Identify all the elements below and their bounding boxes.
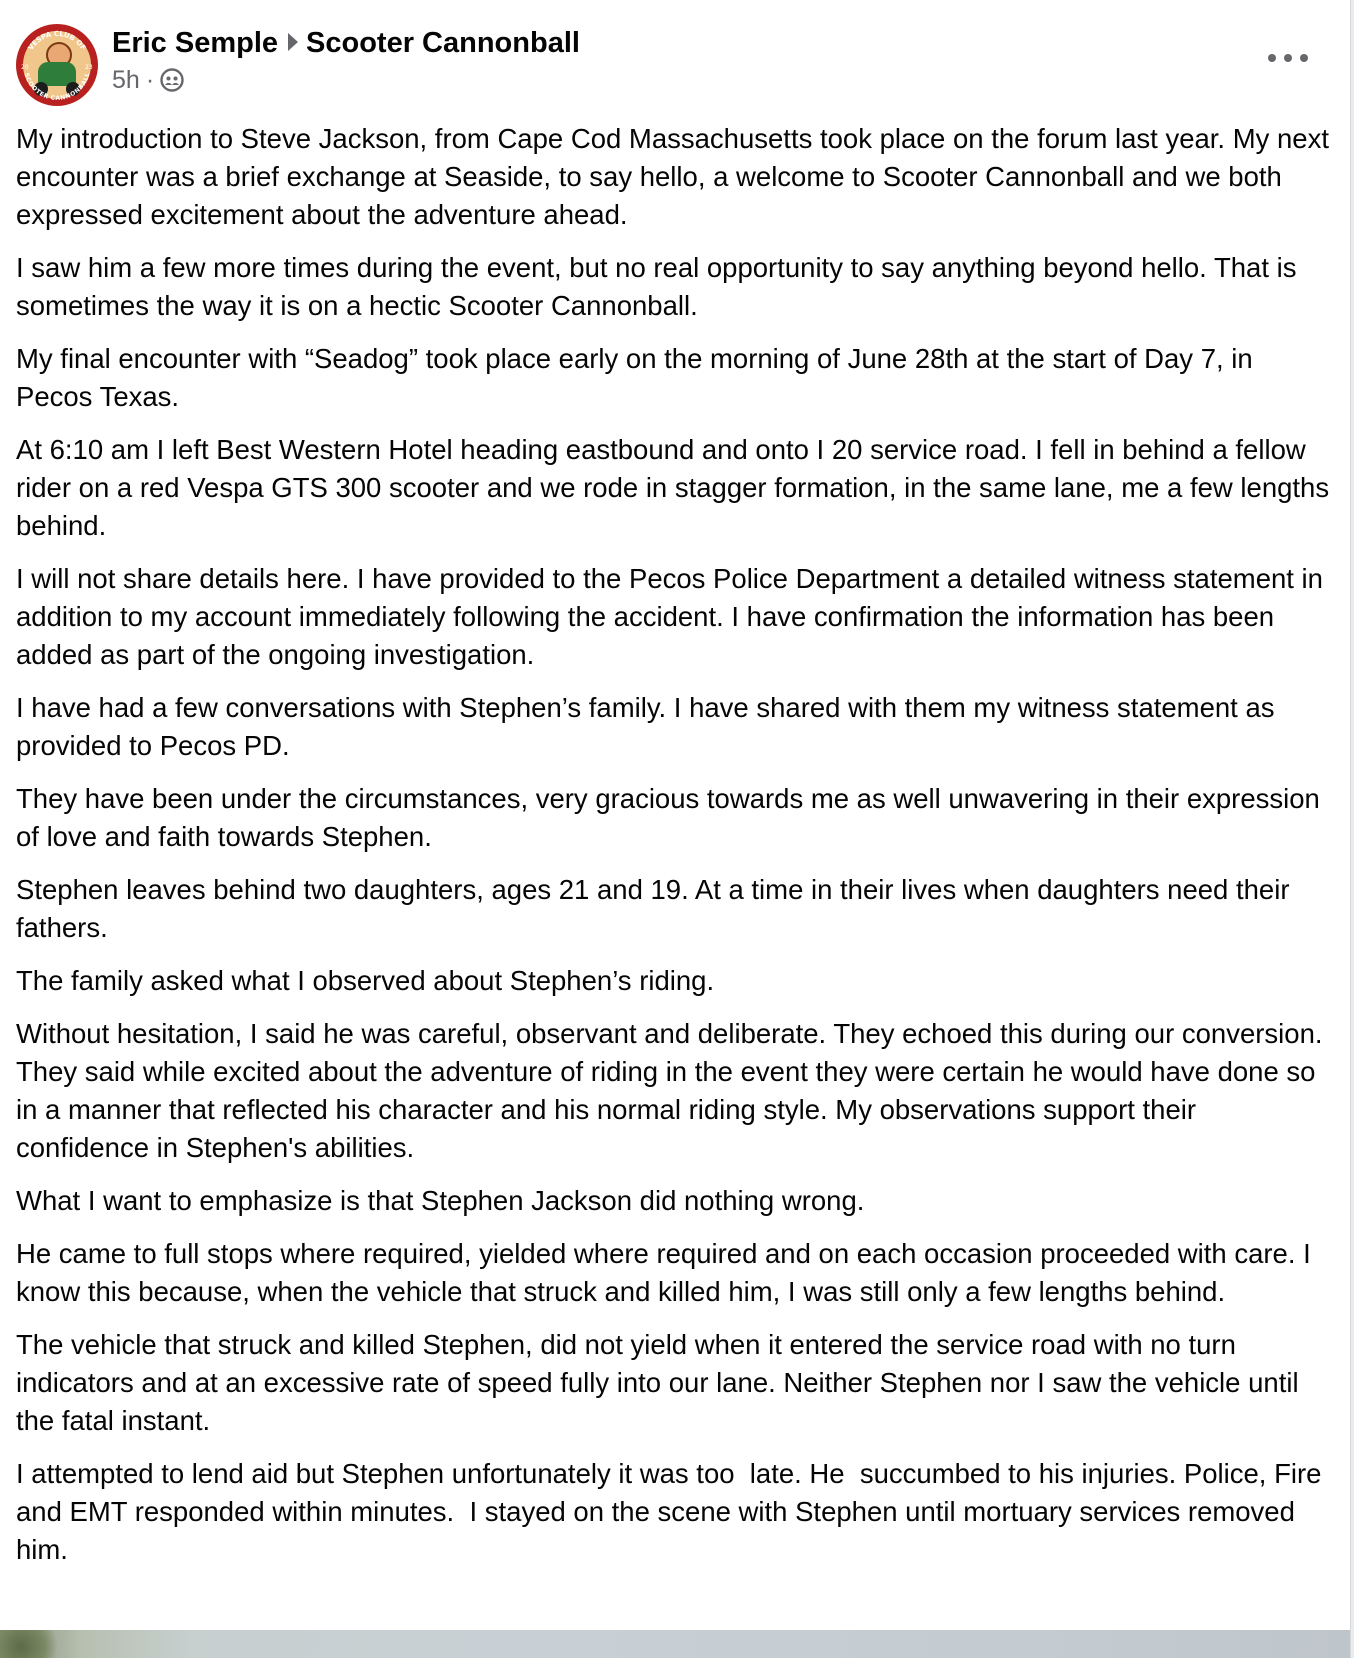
post-paragraph: At 6:10 am I left Best Western Hotel heading eastbound and onto I 20 service road. I fell in behind a fellow rider on a red Vespa GTS 300 scooter and we rode in stagger formation, in the same lane, me a few lengths behind. bbox=[16, 434, 1337, 541]
more-dot bbox=[1300, 54, 1308, 62]
group-members-icon[interactable] bbox=[160, 66, 184, 94]
author-name-link[interactable]: Eric Semple bbox=[112, 27, 279, 59]
avatar-text-top: VESPA CLUB OF bbox=[26, 29, 88, 52]
post-paragraph: I attempted to lend aid but Stephen unfortunately it was too late. He succumbed to his injuries. Police, Fire and EMT responded within minutes. I stayed on the scene with Stephen until mortuary services removed him. bbox=[16, 1458, 1330, 1565]
svg-text:VESPA CLUB OF bbox=[27, 30, 88, 52]
post-paragraph: The family asked what I observed about Stephen’s riding. bbox=[16, 965, 715, 996]
post-paragraph: I saw him a few more times during the event, but no real opportunity to say anything beyond hello. That is sometimes the way it is on a hectic Scooter Cannonball. bbox=[16, 252, 1305, 321]
post-body bbox=[16, 120, 1336, 1584]
avatar-year-right: 23 bbox=[85, 64, 93, 71]
post-paragraph: The vehicle that struck and killed Stephen, did not yield when it entered the service road with no turn indicators and at an excessive rate of speed fully into our lane. Neither Stephen nor I saw the vehicle until the fatal instant. bbox=[16, 1329, 1307, 1436]
caret-right-icon bbox=[288, 33, 298, 51]
svg-text:SCOOTER CANNONBALL bbox=[23, 72, 92, 102]
meta-separator: · bbox=[145, 66, 155, 94]
post-paragraph: What I want to emphasize is that Stephen Jackson did nothing wrong. bbox=[16, 1185, 865, 1216]
post-timestamp[interactable]: 5h bbox=[112, 66, 140, 94]
post-paragraph: They have been under the circumstances, very gracious towards me as well unwavering in their expression of love and faith towards Stephen. bbox=[16, 783, 1328, 852]
more-dot bbox=[1284, 54, 1292, 62]
post-paragraph: He came to full stops where required, yielded where required and on each occasion proceeded with care. I know this because, when the vehicle that struck and killed him, I was still only a few lengths behind. bbox=[16, 1238, 1319, 1307]
avatar-logo-text bbox=[16, 24, 98, 106]
post-paragraph: I will not share details here. I have provided to the Pecos Police Department a detailed witness statement in addition to my account immediately following the accident. I have confirmation the information has been added as part of the ongoing investigation. bbox=[16, 563, 1331, 670]
more-options-icon[interactable] bbox=[1268, 46, 1308, 70]
post-paragraph: Stephen leaves behind two daughters, ages 21 and 19. At a time in their lives when daughters need their fathers. bbox=[16, 874, 1298, 943]
post-photo[interactable] bbox=[0, 1630, 1350, 1658]
photo-foliage bbox=[0, 1630, 70, 1658]
group-name-link[interactable]: Scooter Cannonball bbox=[306, 27, 580, 59]
post-paragraph: My final encounter with “Seadog” took place early on the morning of June 28th at the start of Day 7, in Pecos Texas. bbox=[16, 343, 1261, 412]
author-avatar[interactable] bbox=[16, 24, 98, 106]
avatar-year-left: 20 bbox=[21, 64, 29, 71]
post-meta bbox=[112, 64, 184, 96]
post-paragraph: Without hesitation, I said he was careful, observant and deliberate. They echoed this during our conversion. They said while excited about the adventure of riding in the event they were certain he would have done so in a manner that reflected his character and his normal riding style. My observations support their confidence in Stephen's abilities. bbox=[16, 1018, 1330, 1163]
post-paragraph: I have had a few conversations with Stephen’s family. I have shared with them my witness statement as provided to Pecos PD. bbox=[16, 692, 1283, 761]
more-dot bbox=[1268, 54, 1276, 62]
post-title bbox=[112, 24, 580, 62]
post-paragraph: My introduction to Steve Jackson, from Cape Cod Massachusetts took place on the forum last year. My next encounter was a brief exchange at Seaside, to say hello, a welcome to Scooter Cannonball and we both expressed excitement about the adventure ahead. bbox=[16, 123, 1337, 230]
avatar-text-bottom: SCOOTER CANNONBALL bbox=[22, 72, 92, 103]
post-header bbox=[16, 24, 1334, 104]
